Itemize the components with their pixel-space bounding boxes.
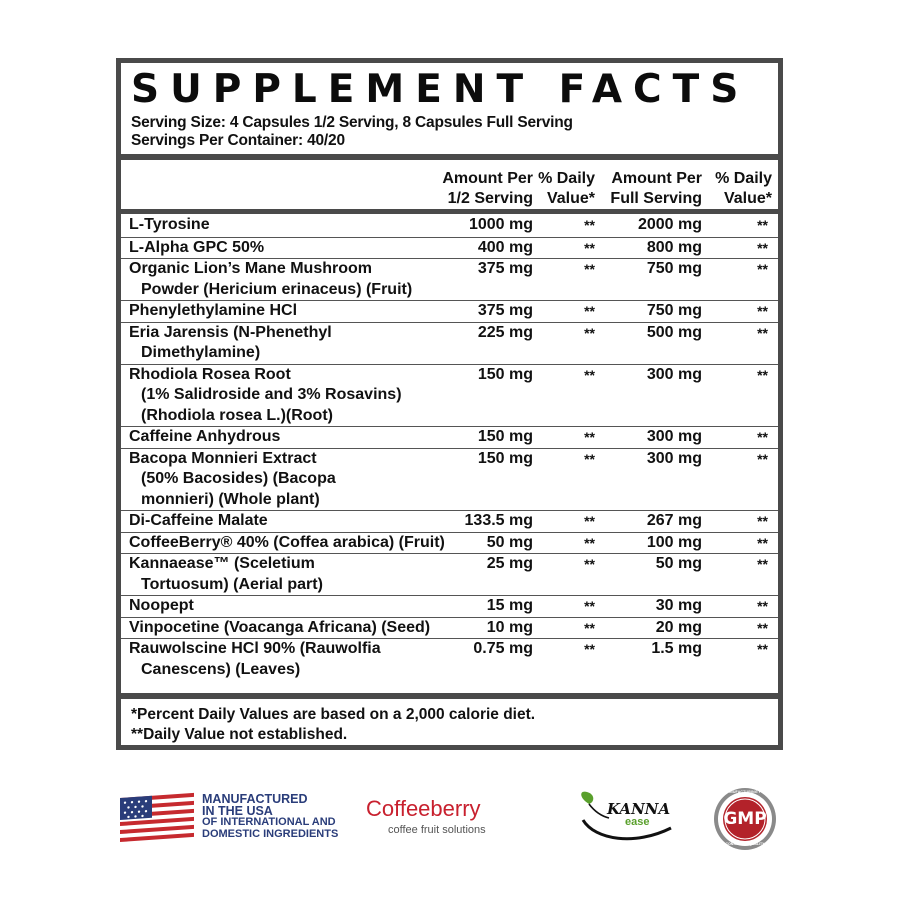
divider-thick-header [121,209,778,214]
dv-full-serving: ** [757,217,768,233]
ingredient-name [129,554,323,595]
ingredient-name-line: Vinpocetine (Voacanga Africana) (Seed) [129,618,431,636]
amount-half-serving: 225 mg [477,323,533,341]
ingredient-name [129,639,381,680]
ingredient-name-line: (Rhodiola rosea L.)(Root) [141,406,333,424]
ingredient-name-line: Dimethylamine) [141,344,261,361]
dv-full-serving: ** [757,429,768,445]
ingredient-name [129,323,332,364]
dv-full-serving: ** [757,619,768,636]
ingredient-name-line: Eria Jarensis (N-Phenethyl [129,323,332,341]
dv-full-serving: ** [757,324,768,341]
ingredient-name [129,533,445,554]
dv-half-serving: ** [584,261,595,277]
ingredient-name-line: (50% Bacosides) (Bacopa [141,470,336,487]
amount-half-serving: 25 mg [486,555,533,572]
kanna-ease-wordmark: ease [625,816,650,828]
coffeeberry-logo [366,796,546,846]
dv-full-serving: ** [757,556,768,572]
ingredient-row [121,364,778,427]
ingredient-name-line: Bacopa Monnieri Extract [129,449,317,467]
facts-title: SUPPLEMENT FACTS [131,67,750,112]
ingredient-name-line: Powder (Hericium erinaceus) (Fruit) [141,280,413,298]
coffeeberry-wordmark: Coffeeberry [366,796,481,821]
amount-half-serving: 50 mg [486,533,533,551]
amount-full-serving: 300 mg [646,365,702,383]
ingredient-name [129,427,280,448]
ingredient-name-line: Noopept [129,597,194,614]
ingredient-name-line: Organic Lion’s Mane Mushroom [129,260,372,277]
amount-full-serving: 100 mg [646,533,702,551]
ingredient-row [121,300,778,322]
ingredient-row [121,448,778,511]
ingredient-row [121,258,778,300]
amount-half-serving: 15 mg [486,597,533,614]
amount-half-serving: 150 mg [477,365,533,383]
ingredient-row [121,322,778,364]
amount-full-serving: 300 mg [646,428,702,445]
amount-full-serving: 800 mg [646,238,702,256]
amount-full-serving: 30 mg [655,597,702,614]
footnote-daily-values: *Percent Daily Values are based on a 2,000 calorie diet. [131,706,536,723]
usa-line-2: IN THE USA [202,803,273,818]
amount-full-serving: 20 mg [655,618,702,636]
ingredient-row [121,237,778,259]
ingredient-name [129,238,264,259]
amount-half-serving: 0.75 mg [473,640,533,657]
ingredient-name [129,301,297,322]
ingredient-row [121,510,778,532]
ingredient-name [129,618,430,639]
dv-half-serving: ** [584,429,595,445]
dv-half-serving: ** [584,324,595,341]
dv-full-serving: ** [757,598,768,614]
usa-flag-icon [120,792,196,842]
usa-line-3: OF INTERNATIONAL AND [202,816,336,828]
amount-full-serving: 50 mg [655,555,702,572]
dv-full-serving: ** [757,261,768,277]
ingredient-name [129,596,194,617]
footnote-not-established: **Daily Value not established. [131,726,348,743]
ingredient-name-line: Rauwolscine HCl 90% (Rauwolfia [129,640,381,657]
amount-full-serving: 750 mg [646,260,702,277]
dv-full-serving: ** [757,303,768,319]
dv-half-serving: ** [584,239,595,256]
amount-full-serving: 500 mg [646,323,702,341]
ingredient-row [121,215,778,237]
dv-half-serving: ** [584,217,595,233]
ingredient-name-line: Phenylethylamine HCl [129,302,298,319]
dv-half-serving: ** [584,556,595,572]
divider-thick-bottom [121,693,778,699]
ingredient-row [121,638,778,680]
serving-size: Serving Size: 4 Capsules 1/2 Serving, 8 Capsules Full Serving [131,114,573,131]
dv-full-serving: ** [757,534,768,551]
column-header-dv-full: % Daily Value* [715,170,772,207]
dv-full-serving: ** [757,641,768,657]
ingredient-name-line: Kannaease™ (Sceletium [129,555,315,572]
dv-half-serving: ** [584,303,595,319]
ingredient-name-line: CoffeeBerry® 40% (Coffea arabica) (Fruit) [129,533,445,551]
dv-full-serving: ** [757,450,768,467]
amount-full-serving: 267 mg [646,512,702,529]
kanna-wordmark: KANNA [607,800,671,818]
ingredient-name [129,511,268,532]
column-header-dv-half: % Daily Value* [538,170,595,207]
dv-half-serving: ** [584,450,595,467]
amount-half-serving: 1000 mg [468,216,533,233]
supplement-facts-panel [116,58,783,750]
ingredient-table [121,215,778,680]
amount-full-serving: 1.5 mg [651,640,702,657]
dv-half-serving: ** [584,619,595,636]
dv-half-serving: ** [584,534,595,551]
dv-half-serving: ** [584,513,595,529]
amount-half-serving: 133.5 mg [464,512,533,529]
ingredient-name-line: monnieri) (Whole plant) [141,490,320,508]
usa-line-4: DOMESTIC INGREDIENTS [202,827,339,840]
usa-line-1: MANUFACTURED [202,792,308,806]
servings-per-container: Servings Per Container: 40/20 [131,132,345,149]
gmp-ring-bottom-text: CONSISTENT QUALITY [725,842,765,846]
gmp-seal [708,786,782,852]
ingredient-row [121,426,778,448]
dv-half-serving: ** [584,366,595,383]
dv-full-serving: ** [757,239,768,256]
ingredient-name-line: Caffeine Anhydrous [129,428,281,445]
amount-half-serving: 150 mg [477,449,533,467]
ingredient-name [129,365,402,427]
ingredient-name [129,259,412,300]
amount-full-serving: 300 mg [646,449,702,467]
kannaease-logo [575,790,685,848]
ingredient-name-line: L-Alpha GPC 50% [129,238,265,256]
gmp-text: GMP [723,809,767,829]
column-header-amount-full: Amount Per Full Serving [610,170,702,207]
ingredient-name [129,449,336,511]
ingredient-name [129,215,210,236]
amount-half-serving: 10 mg [486,618,533,636]
ingredient-name-line: (1% Salidroside and 3% Rosavins) [141,386,402,403]
made-in-usa-logo [120,792,340,844]
divider-thick-top [121,154,778,160]
ingredient-name-line: Rhodiola Rosea Root [129,365,291,383]
amount-half-serving: 400 mg [477,238,533,256]
amount-full-serving: 750 mg [646,302,702,319]
dv-full-serving: ** [757,366,768,383]
amount-half-serving: 150 mg [477,428,533,445]
ingredient-name-line: Canescens) (Leaves) [141,660,301,678]
dv-half-serving: ** [584,641,595,657]
ingredient-name-line: Di-Caffeine Malate [129,512,268,529]
dv-full-serving: ** [757,513,768,529]
ingredient-name-line: Tortuosum) (Aerial part) [141,575,323,593]
ingredient-row [121,617,778,639]
amount-half-serving: 375 mg [477,302,533,319]
dv-half-serving: ** [584,598,595,614]
ingredient-row [121,595,778,617]
ingredient-row [121,532,778,554]
coffeeberry-tagline: coffee fruit solutions [388,824,486,836]
amount-half-serving: 375 mg [477,260,533,277]
gmp-ring-top-text: GOOD MANUFACTURING PRACTICE [711,790,779,794]
amount-full-serving: 2000 mg [637,216,702,233]
ingredient-name-line: L-Tyrosine [129,216,210,233]
column-header-amount-half: Amount Per 1/2 Serving [442,170,533,207]
ingredient-row [121,553,778,595]
